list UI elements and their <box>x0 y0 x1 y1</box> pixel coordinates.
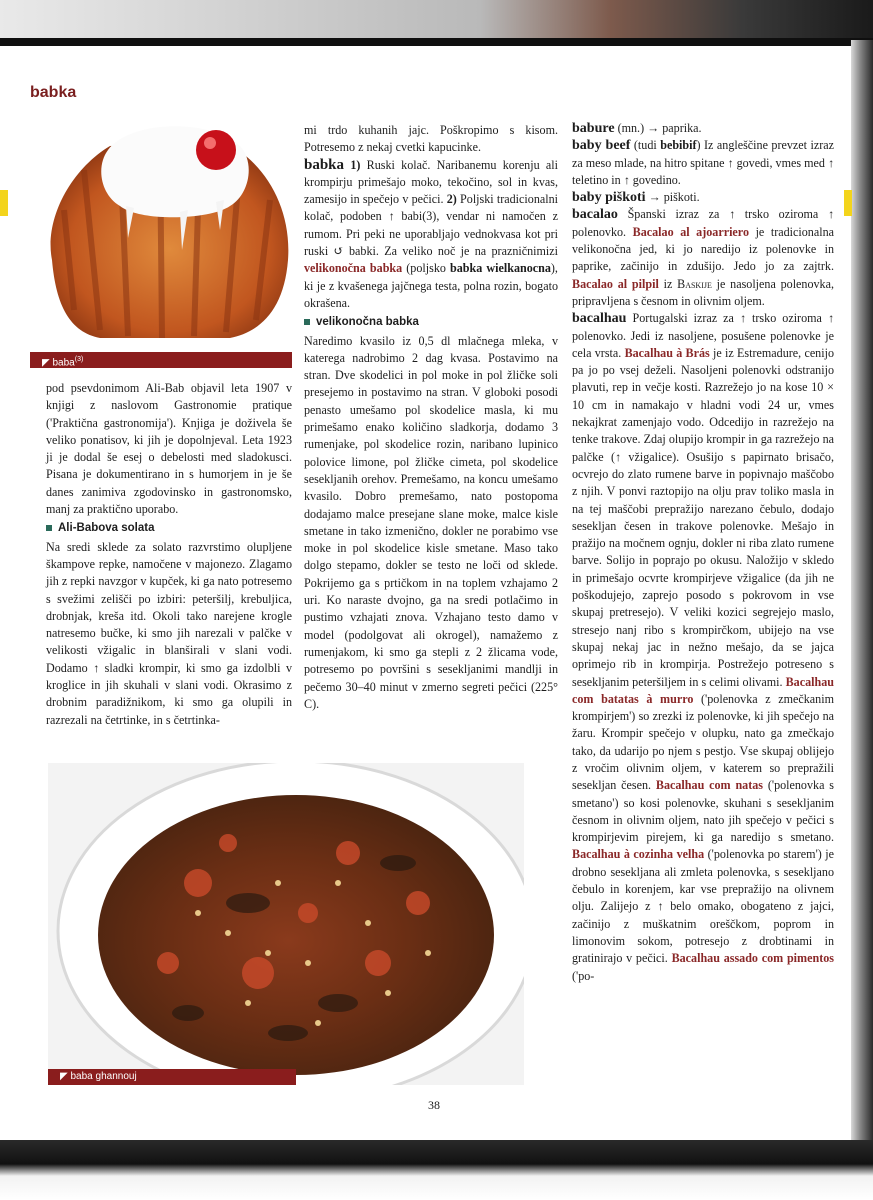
column-1 <box>46 380 292 729</box>
babka-photo <box>30 110 292 368</box>
scan-edge-top-strip <box>0 38 873 46</box>
column-2 <box>304 122 558 713</box>
section-header: babka <box>30 84 77 101</box>
caption-marker-icon: ◤ <box>42 357 50 368</box>
page-number: 38 <box>428 1098 440 1112</box>
column-3 <box>572 120 834 985</box>
paragraph: Na sredi sklede za solato razvrstimo olupljene škampove repke, namočene v majonezo. Zlagamo jih z repki navzgor v kupček, ki ga nato potresemo s svežimi zelišči po izbiri: peteršilj, krebuljica, drobnjak, kreša itd. Okoli tako narejene krogle natresemo bučke, ki smo jih narezali v palčke v velikosti vžigalic in blanširali v slani vodi. Dodamo ↑ sladki krompir, ki smo ga izdolbli v kroglice in jih skuhali v slani vodi. Okrasimo z drobnim paradižnikom, ki smo ga olupili in razrezali na četrtinke, in s četrtinka- <box>46 539 292 727</box>
entry-babka: babka 1) Ruski kolač. Naribanemu korenju ali krompirju primešajo moko, tekočino, sol in kvas, zamesijo in spečejo v pečici. 2) Poljski tradicionalni kolač, podoben ↑ babi(3), vendar ni namočen z rumom. Pri peki ne uporabljajo vednokvasa kot pri ruski ↺ babki. Za veliko noč je na prazničnimizi velikonočna babka (poljsko babka wielkanocna), ki je z kvašenega jajčnega testa, polna rozin, bogato okrašena. <box>304 156 558 310</box>
cross-reference: velikonočna babka <box>304 261 403 276</box>
thumb-tab-left <box>0 190 8 216</box>
bullet-square-icon <box>46 525 52 531</box>
subheading: velikonočna babka <box>304 314 558 331</box>
scan-edge-bottom <box>0 1140 873 1200</box>
thumb-tab-right <box>844 190 852 216</box>
headword: babka <box>304 156 345 173</box>
bullet-square-icon <box>304 319 310 325</box>
paragraph: Naredimo kvasilo iz 0,5 dl mlačnega mleka, v katerega nadrobimo 2 dag kvasa. Postavimo na stran. Dve skodelici in pol moke in pol žličke soli presejemo in postavimo na stran. V globoki posodi penasto umešamo pol skodelice masla, ki mu primešamo enako količino sladkorja, dodamo 3 rumenjake, pol skodelice rozin, naribano lupinico polovice limone, pol žličke cimeta, pol skodelice sesekljanih orehov. Premešamo, na koncu umešamo kvasilo. Dobro premešamo, nato postopoma dodajamo malce presejane slane moke, malce kisle smetane in tako izmenično, dokler ne porabimo vse moke in pol skodelice kisle smetane. Maso tako dolgo stepamo, dokler se testo ne loči od sklede. Pokrijemo ga s prtičkom in na toplem vzhajamo 2 uri. Ko naraste dvojno, ga na sredi potlačimo in pustimo vzhajati znova. Vzhajano testo damo v model (podolgovat ali okrogel), namažemo z rumenjakom, ki smo ga stepli z 2 žlicama vode, potresemo po površini s sesekljanimi mandlji in pečemo 30–40 minut v zmerno segreti pečici (225° C). <box>304 333 558 711</box>
scan-edge-right <box>851 40 873 1160</box>
babka-caption: ◤ baba$^{(3)}$ <box>30 352 83 368</box>
babka-cake-illustration <box>30 110 292 368</box>
subheading: Ali-Babova solata <box>46 520 292 537</box>
entry-baby-beef: baby beef (tudi bebibif) Iz angleščine prevzet izraz za meso mlade, na hitro spitane ↑ govedi, vmes med ↑ teletino in ↑ govedino. <box>572 138 834 187</box>
entry-bacalao: bacalao Španski izraz za ↑ trsko oziroma ↑ polenovko. Bacalao al ajoarriero je tradicionalna velikonočna jed, ki jo naredijo iz polenovke in paprike, začinijo in zdušijo. Jedo jo za zajtrk. Bacalao al pilpil iz Baskije je nasoljena polenovka, pripravljena s česnom in olivnim oljem. <box>572 207 834 308</box>
entry-bacalhau: bacalhau Portugalski izraz za ↑ trsko oziroma ↑ polenovko. Jedi iz nasoljene, posušene polenovke je cela vrsta. Bacalhau à Brás je iz Estremadure, cenijo pa jo po vsej deželi. Nasoljeni polenovki odstranijo plavuti, rep in večje kosti. Razrežejo jo na kose 10 × 10 cm in namakajo v hladni vodi 24 ur, vmes nekajkrat zamenjajo vodo. Odcedijo in razrežejo na tenke trakove. Zdaj olupijo krompir in ga razrežejo na palčke (↑ vžigalice). Osušijo s papirnato brisačo, ocvrejo do zlato rumene barve in popivnajo maščobo z njih. V ponvi raztopijo na olju prav toliko masla in na tej maščobi prepražijo narezano čebulo, dodajo sesekljan česen in trakove polenovke. Mešajo in pražijo na močnem ognju, dokler ni riba zlato rumene barve. Solijo in poprajo po okusu. Naložijo v skledo in primešajo ocvrte krompirjeve vžigalice (da jih ne poškodujejo, zaprejo posodo s pokrovom in vse skupaj pretresejo). V veliki kozici segrejejo maslo, stresejo nanj ribo s krompirčkom, ubijejo na vse skupaj nekaj jac in nežno mešajo, da se jajca oprimejo rib in krompirja. Postrežejo potreseno s sesekljanim peteršiljem in s celimi olivami. Bacalhau com batatas à murro ('polenovka z zmečkanim krompirjem') so zrezki iz polenovke, ki jih spečejo na žaru. Krompir spečejo v olupku, nato ga zmečkajo tako, da udarijo po njem s pestjo. Vse skupaj oblijejo z vročim olivnim oljem, v katerem so prepražili sesekljan česen. Bacalhau com natas ('polenovka s smetano') so kosi polenovke, skuhani s sesekljanim česnom in olivnim oljem, nato jih spečejo v pečici s krompirjevim pirejem, ki ga naredijo s smetano. Bacalhau à cozinha velha ('polenovka po starem') je drobno sesekljana ali zmleta polenovka, s sesekljano čebulo in korenjem, kar vse prepražijo na olivnem olju. Zalijejo z ↑ belo omako, obogateno z jajci, začinijo z muškatnim oreščkom, poprom in limonovim sokom, potresejo z drobtinami in gratinirajo v pečici. Bacalhau assado com pimentos ('po- <box>572 311 835 983</box>
caption-marker-icon: ◤ <box>60 1071 68 1082</box>
entry-baby-piskoti: baby piškoti → piškoti. <box>572 190 700 206</box>
entry-babure: babure (mn.) → paprika. <box>572 121 702 136</box>
baba-ghannouj-caption: ◤ baba ghannouj <box>48 1069 296 1085</box>
baba-ghannouj-photo <box>48 763 524 1085</box>
paragraph: pod psevdonimom Ali-Bab objavil leta 1907 v knjigi z naslovom Gastronomie pratique ('Praktična gastronomija'). Knjiga je doživela še veliko ponatisov, ki jih je dopolnjeval. Leta 1923 ji je dodal še esej o debelosti med sladokusci. Pisana je dokumentirano in s humorjem in je še danes zanimiva zgodovinsko in gastronomsko, manj za praktično uporabo. <box>46 381 292 517</box>
baba-ghannouj-illustration <box>48 763 524 1085</box>
paragraph: mi trdo kuhanih jajc. Poškropimo s kisom. Potresemo z nekaj cvetki kapucinke. <box>304 123 558 155</box>
scan-edge-top <box>0 0 873 42</box>
